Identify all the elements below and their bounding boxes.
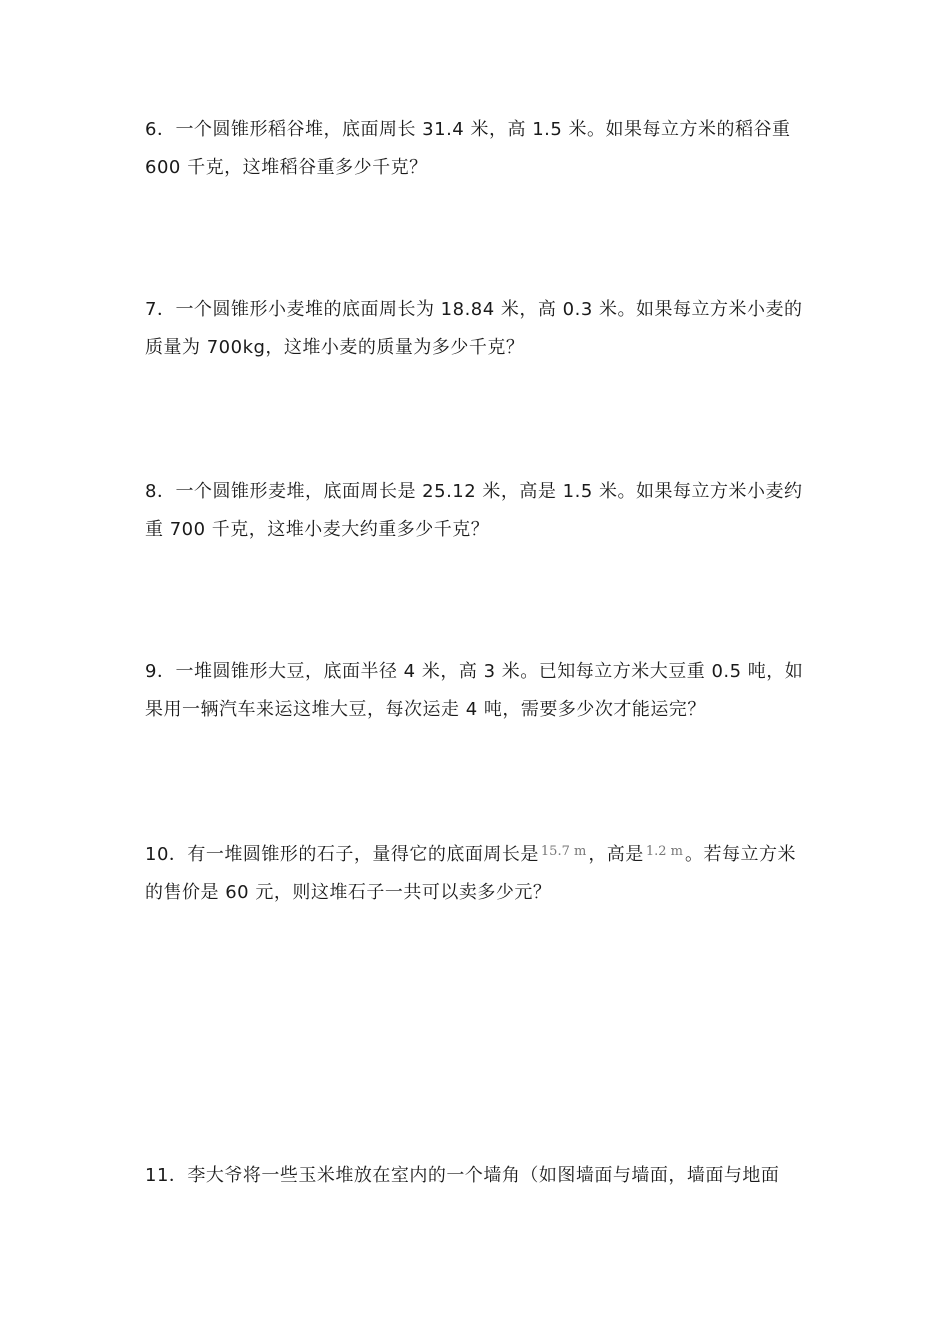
problem-11 [145, 1157, 810, 1195]
problem-7-line-1: 7．一个圆锥形小麦堆的底面周长为 18.84 米，高 0.3 米。如果每立方米小麦的 [145, 299, 803, 320]
problem-10 [145, 833, 810, 912]
problem-8 [145, 473, 810, 549]
problem-10-line-1 [145, 833, 810, 874]
problem-10-text-c: 。若每立方米 [684, 844, 796, 865]
problem-10-circumference-formula: 15.7 m [540, 844, 587, 859]
problem-10-text-b: ，高是 [588, 844, 644, 865]
problem-10-line-2: 的售价是 60 元，则这堆石子一共可以卖多少元？ [145, 882, 552, 903]
problem-7 [145, 291, 810, 367]
problem-8-line-2: 重 700 千克，这堆小麦大约重多少千克？ [145, 519, 490, 540]
problem-7-line-2: 质量为 700kg，这堆小麦的质量为多少千克？ [145, 337, 525, 358]
problem-6-line-2: 600 千克，这堆稻谷重多少千克？ [145, 157, 428, 178]
problem-9-line-1: 9．一堆圆锥形大豆，底面半径 4 米，高 3 米。已知每立方米大豆重 0.5 吨，如 [145, 661, 804, 682]
problem-6-line-1: 6．一个圆锥形稻谷堆，底面周长 31.4 米，高 1.5 米。如果每立方米的稻谷重 [145, 119, 791, 140]
problem-10-text-a: 10．有一堆圆锥形的石子，量得它的底面周长是 [145, 844, 539, 865]
problem-11-line-1: 11．李大爷将一些玉米堆放在室内的一个墙角（如图墙面与墙面，墙面与地面 [145, 1165, 780, 1186]
problem-6 [145, 111, 810, 187]
problem-9-line-2: 果用一辆汽车来运这堆大豆，每次运走 4 吨，需要多少次才能运完？ [145, 699, 706, 720]
problem-8-line-1: 8．一个圆锥形麦堆，底面周长是 25.12 米，高是 1.5 米。如果每立方米小麦约 [145, 481, 803, 502]
problem-10-height-formula: 1.2 m [645, 844, 683, 859]
problem-9 [145, 653, 810, 729]
